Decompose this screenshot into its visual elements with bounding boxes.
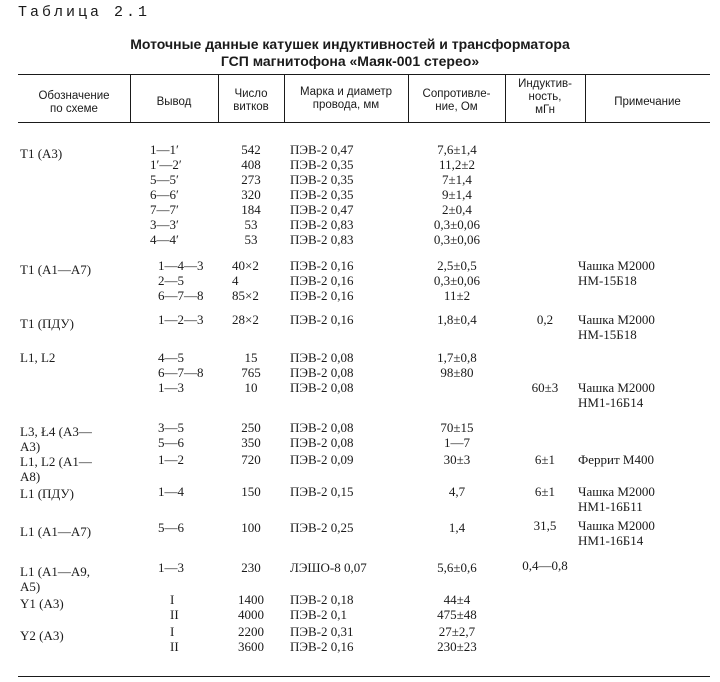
row-pins: 5—6 bbox=[158, 520, 184, 535]
row-turns: 2200 3600 bbox=[238, 624, 264, 654]
row-designation: Т1 (ПДУ) bbox=[20, 316, 74, 331]
row-turns: 542 408 273 320 184 53 53 bbox=[241, 142, 261, 247]
row-pins: 1—2 bbox=[158, 452, 184, 467]
row-resistance: 4,7 bbox=[448, 484, 466, 499]
row-wire: ПЭВ-2 0,15 bbox=[290, 484, 354, 499]
row-designation: L1, L2 (А1— А8) bbox=[20, 454, 92, 484]
row-resistance: 70±15 1—7 bbox=[440, 420, 474, 450]
row-note: Чашка М2000 НМ-15Б18 bbox=[578, 312, 655, 342]
row-wire: ПЭВ-2 0,08 ПЭВ-2 0,08 ПЭВ-2 0,08 bbox=[290, 350, 354, 395]
row-turns: 150 bbox=[241, 484, 261, 499]
row-inductance: 6±1 bbox=[534, 484, 556, 499]
row-note: Чашка М2000 НМ1-16Б14 bbox=[578, 518, 655, 548]
table-title-line2: ГСП магнитофона «Маяк-001 стерео» bbox=[220, 53, 480, 69]
row-resistance: 44±4 475±48 bbox=[437, 592, 477, 622]
row-pins: 3—5 5—6 bbox=[158, 420, 184, 450]
row-resistance: 7,6±1,4 11,2±2 7±1,4 9±1,4 2±0,4 0,3±0,06 0,3±0,06 bbox=[433, 142, 481, 247]
row-designation: Т1 (А1—А7) bbox=[20, 262, 92, 277]
row-resistance: 27±2,7 230±23 bbox=[437, 624, 477, 654]
row-pins: 1—1′ 1′—2′ 5—5′ 6—6′ 7—7′ 3—3′ 4—4′ bbox=[150, 142, 182, 247]
row-turns: 230 bbox=[241, 560, 261, 575]
row-resistance: 1,7±0,8 98±80 bbox=[437, 350, 477, 380]
row-note: Чашка М2000 НМ1-16Б11 bbox=[578, 484, 655, 514]
row-designation: L1 (А1—А7) bbox=[20, 524, 92, 539]
row-designation: L1 (ПДУ) bbox=[20, 486, 74, 501]
row-designation: Y2 (А3) bbox=[20, 628, 64, 643]
table-top-rule bbox=[18, 74, 710, 75]
row-resistance: 30±3 bbox=[443, 452, 471, 467]
row-pins: I II bbox=[170, 624, 179, 654]
row-wire: ПЭВ-2 0,18 ПЭВ-2 0,1 bbox=[290, 592, 354, 622]
row-pins: 1—4 bbox=[158, 484, 184, 499]
row-inductance: 31,5 bbox=[533, 518, 557, 533]
row-wire: ПЭВ-2 0,08 ПЭВ-2 0,08 bbox=[290, 420, 354, 450]
row-designation: L1, L2 bbox=[20, 350, 56, 365]
row-pins: 1—3 bbox=[158, 560, 184, 575]
row-designation: Y1 (А3) bbox=[20, 596, 64, 611]
row-note: Феррит М400 bbox=[578, 452, 654, 467]
header-designation: Обозначение по схеме bbox=[38, 90, 110, 115]
row-note: Чашка М2000 НМ1-16Б14 bbox=[578, 380, 655, 410]
row-wire: ЛЭШО-8 0,07 bbox=[290, 560, 367, 575]
row-pins: 4—5 6—7—8 1—3 bbox=[158, 350, 204, 395]
table-bottom-rule bbox=[18, 676, 710, 677]
row-turns: 15 765 10 bbox=[241, 350, 261, 395]
row-wire: ПЭВ-2 0,25 bbox=[290, 520, 354, 535]
header-note: Примечание bbox=[614, 96, 681, 108]
row-wire: ПЭВ-2 0,09 bbox=[290, 452, 354, 467]
header-inductance: Индуктив- ность, мГн bbox=[518, 78, 572, 116]
table-title-line1: Моточные данные катушек индуктивностей и трансформатора bbox=[130, 36, 570, 52]
header-bottom-rule bbox=[18, 122, 710, 123]
row-pins: 1—2—3 bbox=[158, 312, 204, 327]
row-resistance: 1,4 bbox=[448, 520, 466, 535]
row-resistance: 1,8±0,4 bbox=[437, 312, 477, 327]
row-turns: 100 bbox=[241, 520, 261, 535]
row-resistance: 2,5±0,5 0,3±0,06 11±2 bbox=[433, 258, 481, 303]
row-inductance: 60±3 bbox=[531, 380, 559, 395]
row-turns: 250 350 bbox=[241, 420, 261, 450]
row-designation: L3, Ł4 (А3— А3) bbox=[20, 424, 92, 454]
row-pins: 1—4—3 2—5 6—7—8 bbox=[158, 258, 204, 303]
row-wire: ПЭВ-2 0,31 ПЭВ-2 0,16 bbox=[290, 624, 354, 654]
header-pins: Вывод bbox=[156, 96, 192, 108]
row-inductance: 0,2 bbox=[536, 312, 554, 327]
row-wire: ПЭВ-2 0,47 ПЭВ-2 0,35 ПЭВ-2 0,35 ПЭВ-2 0,35 ПЭВ-2 0,47 ПЭВ-2 0,83 ПЭВ-2 0,83 bbox=[290, 142, 354, 247]
row-inductance: 6±1 bbox=[534, 452, 556, 467]
row-resistance: 5,6±0,6 bbox=[437, 560, 477, 575]
row-designation: L1 (А1—А9, А5) bbox=[20, 564, 91, 594]
row-wire: ПЭВ-2 0,16 bbox=[290, 312, 354, 327]
row-turns: 720 bbox=[241, 452, 261, 467]
row-note: Чашка М2000 НМ-15Б18 bbox=[578, 258, 655, 288]
row-turns: 28×2 bbox=[232, 312, 259, 327]
row-designation: Т1 (А3) bbox=[20, 146, 63, 161]
row-turns: 40×2 4 85×2 bbox=[232, 258, 259, 303]
header-wire: Марка и диаметр провода, мм bbox=[299, 86, 393, 111]
header-turns: Число витков bbox=[233, 88, 269, 113]
row-inductance: 0,4—0,8 bbox=[522, 558, 568, 573]
row-pins: I II bbox=[170, 592, 179, 622]
row-turns: 1400 4000 bbox=[238, 592, 264, 622]
header-resistance: Сопротивле- ние, Ом bbox=[422, 88, 491, 113]
row-wire: ПЭВ-2 0,16 ПЭВ-2 0,16 ПЭВ-2 0,16 bbox=[290, 258, 354, 303]
table-number: Таблица 2.1 bbox=[18, 4, 151, 21]
